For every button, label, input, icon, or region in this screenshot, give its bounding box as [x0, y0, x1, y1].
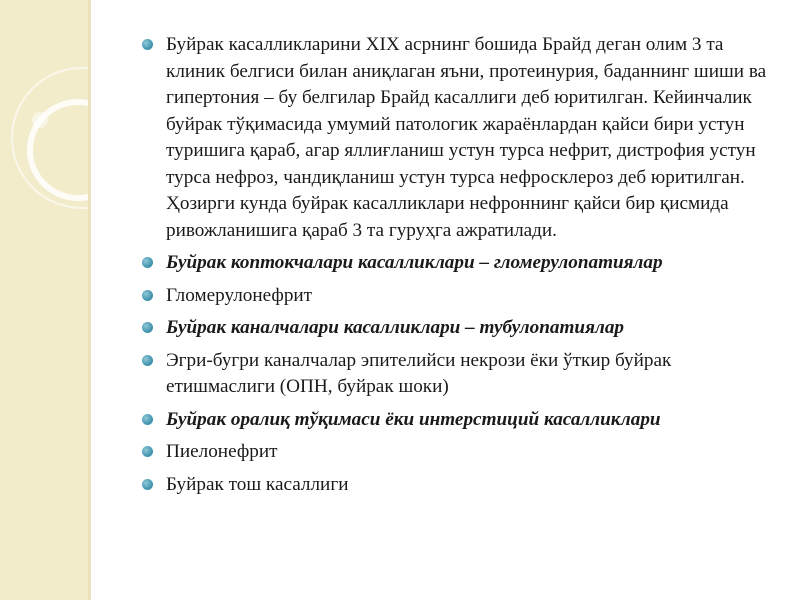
list-item — [142, 315, 772, 342]
list-item — [142, 283, 772, 310]
bullet-list — [142, 32, 772, 498]
bullet-icon — [142, 355, 153, 366]
list-item — [142, 439, 772, 466]
bullet-icon — [142, 257, 153, 268]
list-item-text: Буйрак оралиқ тўқимаси ёки интерстиций касалликлари — [166, 408, 661, 430]
list-item — [142, 407, 772, 434]
list-item — [142, 250, 772, 277]
list-item-text: Пиелонефрит — [166, 441, 278, 462]
list-item-text: Эгри-бугри каналчалар эпителийси некрози ёки ўткир буйрак етишмаслиги (ОПН, буйрак шоки) — [166, 349, 672, 397]
bullet-icon — [142, 290, 153, 301]
list-item — [142, 472, 772, 499]
slide-content — [142, 32, 772, 504]
decorative-swirl — [0, 0, 88, 600]
list-item-text: Буйрак коптокчалари касалликлари – гломерулопатиялар — [166, 252, 663, 273]
decorative-side-panel — [0, 0, 88, 600]
bullet-icon — [142, 479, 153, 490]
list-item-text: Буйрак тош касаллиги — [166, 473, 349, 495]
list-item-text: Гломерулонефрит — [166, 284, 313, 306]
list-item — [142, 348, 772, 401]
list-item-text: Буйрак касалликларини XIX асрнинг бошида Брайд деган олим 3 та клиник белгиси билан аниқлаган яъни, протеинурия, баданнинг шиши ва гипертония – бу белгилар Брайд касаллиги деб юритилган. Кейинчалик буйрак тўқимасида умумий патологик жараёнлардан қайси бири устун туришига қараб, агар яллиғланиш устун турса нефрит, дистрофия устун турса нефроз, чандиқланиш устун турса нефросклероз деб юритилган. Ҳозирги кунда буйрак касалликлари нефроннинг қайси бир қисмида ривожланишига қараб 3 та гуруҳга ажратилади. — [166, 34, 767, 241]
list-item-text: Буйрак каналчалари касалликлари – тубулопатиялар — [166, 317, 625, 338]
bullet-icon — [142, 322, 153, 333]
bullet-icon — [142, 39, 153, 50]
list-item — [142, 32, 772, 244]
side-divider — [88, 0, 91, 600]
bullet-icon — [142, 414, 153, 425]
bullet-icon — [142, 446, 153, 457]
